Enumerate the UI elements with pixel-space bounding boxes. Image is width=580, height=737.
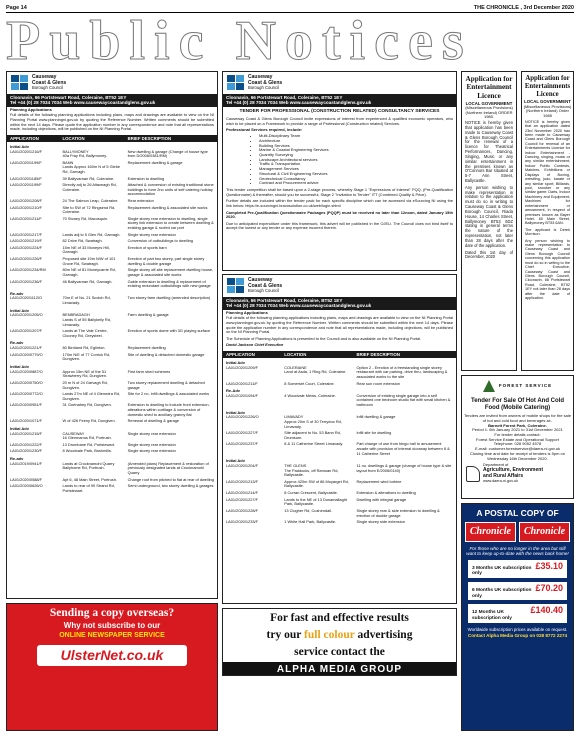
planning-applications-notice-2 — [222, 274, 457, 604]
table-row — [7, 381, 217, 390]
application-location: LIMAVADY Approx 20m S of 30 Terrydoo Rd, Limavady. — [284, 414, 342, 429]
table-header: APPLICATION LOCATION BRIEF DESCRIPTION — [7, 135, 217, 142]
application-location: BENBRADAGH Lands S of 55 Ballykelly Rd, Limavady. — [62, 312, 111, 327]
council-address-bar: Cloonavin, 66 Portstewart Road, Coleraine, BT52 1EY Tel +44 (0) 28 7034 7034 Web www.causewaycoastandglens.gov.uk — [223, 297, 456, 310]
council-logo: Causeway Coast & Glens Borough Council — [223, 72, 456, 94]
table-row — [7, 449, 217, 454]
licence-title: Application for Entertainment Licence — [465, 75, 513, 100]
application-description: Two storey replacement dwelling & detached garage — [127, 379, 205, 390]
section-label: Re-Adv — [226, 388, 241, 394]
page-number: Page 14 — [6, 5, 27, 11]
application-location: THE GLENS The Paddocks, off Ramoan Rd, Ballycastle. — [284, 463, 339, 478]
table-row — [223, 431, 456, 440]
table-row — [223, 491, 456, 496]
ad-subline: Why not subscribe to our — [63, 620, 161, 630]
application-number: LA01/2020/0588/F — [10, 476, 43, 482]
licence-provisions: (Miscellaneous Provisions) (Northern Ireland) ORDER 1985. — [465, 104, 513, 120]
tender-notice — [222, 71, 457, 271]
postal-copy-ad[interactable] — [461, 503, 574, 731]
application-description: Semi underground, two storey dwelling & garages — [127, 483, 214, 489]
application-number: LA01/2020/0772/O — [10, 391, 43, 397]
application-description: First farm shed schemes — [127, 368, 171, 374]
application-number: LA01/2020/1234/RM — [10, 267, 46, 273]
application-location: Lands 27m NE of 4 Glenedra Rd, Dungiven. — [62, 391, 121, 401]
table-row — [7, 177, 217, 182]
licence-body: NOTICE is hereby given that application has been made to Causeway Coast & Glens Borough Council for the renewal of a licence for Theatrical Performances, Dancing, Singing, Music or any similar entertainment in the premises known as O'Connors Bar situated at 5-7 Ann Street, Ballycastle. — [465, 120, 513, 183]
application-description: Dwelling with integral garage — [356, 496, 407, 502]
application-number: LA01/2020/1071/F — [10, 418, 43, 424]
table-row — [223, 464, 456, 478]
application-number: LA01/2020/1227/F — [226, 496, 259, 502]
tree-icon — [483, 380, 495, 392]
application-location: 13 Clogher Rd, Cushendall. — [284, 507, 333, 513]
licence-dept: LOCAL GOVERNMENT — [465, 100, 513, 106]
daera-logo: Department of Agriculture, Environment and Rural Affairs www.daera-ni.gov.uk — [462, 461, 573, 485]
forest-service-logo: FOREST SERVICE — [462, 376, 573, 396]
postal-contact: Contact Alpha Media Group on 028 8772 2274 — [467, 632, 568, 638]
application-location: COLERAINE Land at Asda, 1 Ring Rd, Coleraine. — [284, 364, 347, 375]
service-item: • Building Services — [259, 144, 453, 149]
application-location: 82 Drive Rd, Swatragh. — [62, 238, 103, 244]
application-description: Single storey rear extension — [127, 448, 176, 454]
section-label: Initial Adv — [10, 425, 29, 431]
application-location: Lands adj to 5 Glen Rd, Garvagh. — [62, 231, 121, 237]
application-number: LA01/2020/1233/F — [226, 519, 259, 525]
application-number: LA01/2020/1204/F — [226, 463, 259, 469]
notice-intro: Full details of the following planning applications including plans, maps and drawings are available to view on the NI Planning Portal www.planningni.gov.uk by quoting the Reference Number. Written comments should be submitted within the next 14 days. Please quote the application number in any correspondence and note that all representations made, including objections, will be published on the NI Planning Portal. — [10, 112, 214, 132]
application-description: Replacement dwelling & garage — [127, 159, 183, 165]
table-row — [7, 246, 217, 255]
application-location: 20 m N of 24 Garvagh Rd, Dungiven. — [62, 379, 108, 390]
table-row — [7, 443, 217, 448]
application-description: Part change of use from bingo hall to amusement arcade with provision of internal doorway between 8 & 11 Catherine Street — [356, 441, 450, 456]
application-description: Rear extension — [127, 197, 154, 203]
application-number: LA01/2020/0951/F — [10, 402, 43, 408]
table-row — [223, 382, 456, 387]
table-row — [7, 150, 217, 159]
application-description: Rear sun room extension — [356, 380, 400, 386]
ulsternet-ad[interactable] — [6, 603, 218, 731]
table-row — [7, 346, 217, 351]
tender-para-3: Completed Pre-Qualification Questionnaire Packages (PQQP) must be received no later than 12noon, dated January 15th 2020. — [226, 209, 453, 220]
chronicle-masthead-2: Chronicle — [519, 522, 570, 542]
table-row — [223, 415, 456, 429]
alpha-media-ad[interactable] — [222, 608, 457, 676]
forest-contact-label: For tender details contact: — [494, 432, 541, 438]
notice-note: The Schedule of Planning Applications is presented to the Council and is also available on the NI Planning Portal. — [226, 335, 422, 341]
application-location: 39 Ballyvarnan Rd, Coleraine. — [62, 175, 115, 181]
application-number: LA01/2019/0941/F — [10, 460, 43, 466]
ad-line-2: try our full colour advertising — [266, 628, 413, 641]
section-banner: Public Notices — [6, 14, 473, 68]
application-location: Approx 15m NE of the 51 Strawberry Rd, Dungiven. — [62, 368, 108, 379]
postal-title: A POSTAL COPY OF — [476, 508, 559, 518]
application-number: LA01/2020/1215/F — [10, 430, 43, 436]
section-label: Initial Adv — [226, 360, 245, 365]
application-description: New dwelling & garage (Change of house type from D/2006/0381/RM) — [127, 148, 208, 159]
applications-table — [7, 144, 217, 494]
application-location: Lands to rear of 90 Strand Rd, Portstewart. — [62, 483, 115, 493]
forest-email[interactable]: E-mail: customer.forestservice@daera-ni.gov.uk — [475, 446, 560, 452]
ad-line-3: service contact the — [294, 645, 385, 658]
application-location: 80m NE of 81 Moneycarrie Rd, Garvagh. — [62, 267, 116, 277]
application-location: 8 Somerset Court, Coleraine. — [284, 380, 335, 386]
application-number: LA01/2020/1236/F — [10, 278, 43, 284]
application-number: LA01/2020/0750/O — [10, 379, 43, 385]
table-row — [7, 419, 217, 424]
application-number: LA01/2020/1199/F — [10, 159, 42, 165]
application-number: LA01/2020/1213/F — [226, 478, 259, 484]
application-description: Single storey rear extension — [127, 231, 176, 237]
application-location: 31 Gortnahey Rd, Dungiven. — [62, 402, 112, 408]
postal-caption: For those who are no longer in the area but still want to keep up-to-date with the news back home! — [466, 545, 569, 557]
table-row — [7, 296, 217, 305]
forest-title: Tender For Sale Of Hot And Cold Food (Mobile Catering) — [471, 398, 564, 412]
table-row — [7, 432, 217, 441]
section-label: Re-adv — [10, 340, 24, 346]
table-row — [7, 462, 217, 476]
service-item: • Traffic & Transportation — [259, 162, 453, 167]
table-row — [223, 498, 456, 507]
forest-location: Barnett Forest Park, Coleraine. — [488, 422, 547, 428]
chronicle-masthead: Chronicle — [465, 522, 516, 542]
notice-intro: Full details of the following planning applications including plans, maps and drawings are available to view on the NI Planning Portal www.planningni.gov.uk by quoting the Reference Number. Written comments should be submitted within the next 14 days. Please quote the application number in any correspondence and note that all representations made, including objections, will be published on the NI Planning Portal. — [226, 315, 453, 335]
entertainment-licence-notice-2 — [521, 71, 574, 371]
tender-para-2: Further details are included within the tender pack for each specific discipline which can be accessed via eSourcing NI using the link below: https://e-sourcingni.bravosolution.co.uk/web/login.shtml — [226, 198, 453, 208]
council-logo: Causeway Coast & Glens Borough Council — [7, 72, 217, 94]
application-number: LA01/2020/1208/F — [10, 197, 43, 203]
application-number: LA01/2020/1205/O — [10, 312, 43, 318]
application-number: LA01/2020/0626/O — [10, 483, 43, 489]
application-description: 11 no. dwellings & garage (change of house type & site layout from E/2006/0140) — [356, 463, 452, 473]
council-emblem-icon — [227, 75, 245, 91]
council-emblem-icon — [227, 278, 245, 294]
ad-service: ONLINE NEWSPAPER SERVICE — [59, 632, 165, 640]
services-list — [223, 133, 456, 187]
ulsternet-logo[interactable]: UlsterNet.co.uk — [37, 645, 187, 666]
application-description: Replacement dwelling — [127, 345, 166, 351]
application-number: LA01/2020/1199/F — [10, 182, 42, 188]
application-number: LA01/2020/1226/F — [10, 256, 43, 262]
application-description: Single storey off-site replacement dwelling house, garage & associated site works — [127, 267, 214, 277]
application-location: 1 White Hall Park, Ballycastle. — [284, 519, 337, 525]
application-description: Conversion of existing single garage into a self contained one bedroom studio flat with small kitchen & bathroom — [356, 392, 451, 408]
application-description: Farm dwelling & garage — [127, 312, 169, 318]
application-description: Gable extension to dwelling & replacement of existing redundant outbuildings with new garage — [127, 278, 211, 289]
applications-table — [223, 360, 456, 525]
application-location: BALLYMONEY 40a Fray Rd, Ballymoney. — [62, 148, 107, 159]
table-row — [7, 268, 217, 277]
application-location: 8 & 11 Catherine Street Limavady. — [284, 441, 344, 447]
table-row — [223, 509, 456, 518]
forest-intro: Tenders are invited from owners of mobile shops for the sale of hot and cold food and beverages at:- — [464, 413, 571, 423]
ad-headline: Sending a copy overseas? — [49, 607, 175, 619]
section-label: Initial Adv — [226, 458, 245, 464]
application-number: LA01/2020/1112/O — [10, 295, 43, 301]
application-location: BANN Lands Approx 160m N of 5 Glebe Rd, Garvagh. — [62, 159, 121, 174]
application-number: LA01/2020/1221/F — [10, 345, 43, 351]
section-label: Initial Adv — [226, 409, 245, 415]
application-description: Site of dwelling & detached domestic garage — [127, 351, 205, 357]
application-number: LA01/2020/1216/F — [10, 148, 43, 154]
service-item: • Geotechnical Consultancy — [259, 177, 453, 182]
application-number: LA01/2020/1222/F — [10, 441, 43, 447]
harp-icon — [466, 466, 480, 482]
tender-para-4: Due to anticipated expenditure under this framework, this advert will be published in the OJEU. The Council does not bind itself to accept the lowest or any tender or any expense incurred therein. — [226, 220, 453, 231]
application-location: Lands to the NE of 13 Dunamallaght Park, Ballycastle. — [284, 496, 347, 507]
application-description: Replacement wind turbine — [356, 478, 402, 484]
application-location: Proposed site 19m N/W of 101 Grove Rd, Swatragh. — [62, 256, 116, 266]
application-number: LA01/2020/1224/F — [10, 244, 43, 250]
section-label: Initial Adv — [10, 307, 29, 313]
application-location: Apt 6, 48 Main Street, Portrush. — [62, 476, 117, 482]
table-row — [7, 257, 217, 266]
service-item: • Quantity Surveying — [259, 153, 453, 158]
table-row — [7, 206, 217, 215]
table-row — [223, 520, 456, 525]
section-label: Initial Adv — [10, 143, 29, 149]
planning-applications-notice — [6, 71, 218, 599]
page-header — [6, 3, 574, 13]
application-location: CAUSEWAY 16 Glenmanus Rd, Portrush. — [62, 430, 112, 441]
application-description: Single storey rear extension — [127, 430, 176, 436]
application-location: Lands at Crocknamohl Quarry Ballyhome Rd, Portrush. — [62, 460, 115, 471]
service-item: • Landscape Architectural services — [259, 158, 453, 163]
table-row — [7, 183, 217, 197]
section-label: Initial Adv — [10, 363, 29, 369]
application-number: LA01/2020/1217/F — [10, 231, 43, 237]
application-location: 70m E of No. 21 Scotch Rd, Limavady. — [62, 295, 111, 306]
application-description: Extension & alterations to dwelling — [356, 490, 416, 496]
application-location: 80 Birdland Rd, Eglinton. — [62, 345, 106, 351]
table-row — [7, 403, 217, 417]
application-description: Option 2 - Erection of a freestanding single storey restaurant with car parking, drive thru, landscaping & associated works to the site — [356, 364, 448, 379]
signature: David Jackson Chief Executive — [226, 342, 284, 348]
application-location: 24 The Salmon Leap, Coleraine. — [62, 197, 119, 203]
application-location: Approx 420m SW of 86 Moyarget Rd, Ballycastle. — [284, 478, 349, 489]
application-number: LA01/2020/1237/F — [226, 441, 259, 447]
table-header: APPLICATION LOCATION BRIEF DESCRIPTION — [223, 351, 456, 358]
application-description: Change roof from pitched to flat at rear of dwelling — [127, 476, 214, 482]
council-logo: Causeway Coast & Glens Borough Council — [223, 275, 456, 297]
table-row — [7, 478, 217, 483]
service-item: • Multi-Disciplinary Team — [259, 134, 453, 139]
application-location: 13 Drumbane Rd, Portstewart. — [62, 441, 116, 447]
table-row — [7, 233, 217, 238]
forest-period: Period 1: 6th January 2021 to 31st December 2021 — [472, 427, 563, 433]
table-row — [7, 239, 217, 244]
application-description: Site for 2 no. infill dwellings & associated works — [127, 391, 210, 397]
application-number: LA01/2020/1211/F — [226, 380, 258, 386]
application-location: 8 Curran Crescent, Ballycastle. — [284, 490, 338, 496]
application-description: Single storey rear & side extension to dwelling & erection of double garage — [356, 507, 440, 518]
subscription-3-months[interactable]: 3 Months UK subscription only £35.10 — [467, 559, 568, 579]
tender-title: TENDER FOR PROFESSIONAL (CONSTRUCTION RELATED) CONSULTANCY SERVICES — [239, 108, 440, 114]
application-description: Two storey farm dwelling (amended description) — [127, 295, 211, 301]
application-location: 170m N/E of 77 Corrick Rd, Dungiven. — [62, 351, 111, 362]
table-row — [7, 353, 217, 362]
application-description: Replacement dwelling & associated site works — [127, 204, 208, 210]
application-number: LA01/2020/0779/O — [10, 351, 43, 357]
application-description: Infill dwelling & garage — [356, 414, 396, 420]
service-item: • Contract and Procurement advice — [259, 181, 453, 186]
table-row — [7, 199, 217, 204]
application-number: LA01/2020/1227/F — [226, 430, 259, 436]
application-number: LA01/2020/1210/F — [10, 204, 43, 210]
table-row — [7, 392, 217, 401]
service-item: • Management Services — [259, 167, 453, 172]
application-description: Attached & conversion of existing traditional stone buildings to form 2no units of self catering holiday accommodation — [127, 182, 214, 197]
service-item: • Architecture — [259, 139, 453, 144]
council-address-bar: Cloonavin, 66 Portstewart Road, Coleraine, BT52 1EY Tel +44 (0) 28 7034 7034 Web www.causewaycoastandglens.gov.uk — [223, 94, 456, 107]
application-description: Single storey side extension — [356, 519, 405, 525]
table-row — [223, 442, 456, 456]
application-location: 46 Ballyvarnan Rd, Garvagh. — [62, 278, 113, 284]
application-number: LA01/2020/1207/F — [10, 328, 43, 334]
application-location: W of 426 Feeny Rd, Dungiven. — [62, 418, 116, 424]
licence-body-2: Any person wishing to make representation to Causeway Coast and Glens Borough Council concerning this application must do so in writing to the Chief Executive, Causeway Coast and Glens Borough Council, Cloonavin, 66 Portstewart Road, Coleraine, BT52 1EY not later than 28 days after the date of application. — [525, 238, 570, 301]
application-description: Single storey rear extension to dwelling, single storey link extension to create between dwelling & existing garage & roofed car port — [127, 215, 214, 231]
table-row — [7, 370, 217, 379]
application-location: Lands at The Vale Centre, Clooney Rd, Greysteel. — [62, 328, 108, 338]
licence-body: NOTICE is hereby given that an application dated 23rd November 2020 has been made to Causeway Coast and Glens Borough Council for renewal of an Entertainments Licence for Indoor Entertainment - Dancing, singing, music or any similar entertainment; Indoor Public Contests, Matches, Exhibitions or Displays of Boxing, wrestling, judo, karate or any similar sport; Billiards, pool, snooker or any similar game; Darts, Indoor Machinery and Equipment; Machines for entertainment or amusement, in respect of premises known as Bayer Hotel, 60 Main Street, Ballymoney BT53 6AN. — [525, 119, 571, 226]
application-number: LA01/2020/1094/F — [226, 392, 259, 398]
subscription-12-months[interactable]: 12 Months UK subscription only £140.40 — [467, 603, 568, 623]
application-number: LA01/2020/1185/F — [10, 175, 42, 181]
application-number: LA01/2020/1228/F — [226, 507, 259, 513]
application-location: Site to SW of 72 Ringsend Rd, Coleraine. — [62, 204, 116, 215]
application-number: LA01/2020/1209/F — [226, 364, 259, 370]
table-row — [7, 161, 217, 175]
application-description: Erection of part two storey, part single storey dwelling & double garage — [127, 256, 205, 266]
application-location: 8 Woodvale Park, Bushmills. — [62, 448, 112, 454]
application-description: Conversion of outbuildings to dwelling — [127, 238, 193, 244]
table-row — [7, 217, 217, 231]
tender-para-1: This tender competition shall be based upon a 2-stage process, whereby Stage 1 "Expressions of Interest" PQQ, (Pre-Qualification Questionnaire) & thereafter, should you be successful, Stage 2 "Invitation to Tender" ITT (Combined Quality & Price). — [226, 187, 453, 197]
application-number: LA01/2020/1230/F — [10, 448, 43, 454]
table-row — [223, 394, 456, 408]
application-number: LA01/2020/1211/F — [10, 215, 42, 221]
subscription-6-months[interactable]: 6 Months UK subscription only £70.20 — [467, 581, 568, 601]
tender-intro: Causeway Coast & Glens Borough Council invite expressions of interest from experienced & qualified economic operators, who wish to be placed on a Framework to provide a range of Professional (Construction related) Services. — [226, 116, 453, 126]
application-number: LA01/2020/1226/O — [226, 414, 259, 420]
postal-footer: Worldwide subscription prices available on request. — [467, 626, 568, 632]
entertainment-licence-notice-1 — [461, 71, 517, 371]
alpha-media-bar[interactable]: ALPHA MEDIA GROUP — [223, 662, 456, 676]
council-address-bar: Cloonavin, 66 Portstewart Road, Coleraine, BT52 1EY Tel +44 (0) 28 7034 7034 Web www.causewaycoastandglens.gov.uk — [7, 94, 217, 107]
table-row — [7, 329, 217, 338]
licence-title: Application for Entertainments Licence — [524, 75, 571, 98]
application-number: LA01/2020/0887/O — [10, 368, 43, 374]
services-label: Professional Services required, include: — [226, 127, 303, 133]
application-location: 4 Woodvale Mews, Coleraine. — [284, 392, 336, 398]
licence-provisions: (Miscellaneous Provisions) (Northern Ireland) Order 1985 — [523, 103, 572, 118]
mastheads — [462, 518, 573, 546]
table-row — [223, 366, 456, 380]
application-description: Erection of sports dome with 3G playing surface — [127, 328, 211, 334]
notice-title: Planning Applications — [10, 106, 52, 112]
application-description: Erection of sports barn — [127, 244, 167, 250]
notice-title: Planning Applications — [226, 309, 268, 315]
forest-tel: Telephone: 028 9052 4578 — [493, 441, 542, 447]
application-location: Site adjacent to No. 53 Bann Rd, Drumsurn. — [284, 430, 341, 440]
forest-closing: Closing time and date for receipt of tenders is 5pm on Wednesday 16th December 2020. — [470, 450, 565, 461]
application-number: LA01/2020/1219/F — [10, 238, 43, 244]
application-description: Infill site for dwelling — [356, 430, 392, 436]
table-row — [7, 484, 217, 493]
ad-line-1: For fast and effective results — [270, 612, 409, 624]
application-location: 70 Stoney Rd, Macosquin. — [62, 215, 109, 221]
licence-date: Dated this 1st day of December, 2020 — [465, 249, 513, 260]
service-item: • Structural & Civil Engineering Services — [259, 172, 453, 177]
table-row — [7, 280, 217, 289]
licence-body-2: Any person wishing to make representation in relation to the application must do so in writing to Causeway Coast & Glens Borough Council, Riada House, 14 Charles Street, Ballymoney BT53 6DZ stating in general terms the nature of the representation, not later than 28 days after the date of the application. — [465, 184, 513, 248]
application-number: LA01/2020/1214/F — [226, 490, 259, 496]
section-label: Re-adv — [10, 290, 24, 296]
forest-service-tender — [461, 375, 574, 499]
licence-applicant: The applicant is Derek Morrison. — [525, 227, 570, 237]
application-description: Extension to dwelling to include front extension, alterations within curtilage & conversion of domestic shed to ancillary granny flat — [127, 402, 210, 417]
section-label: Re-adv — [10, 455, 24, 461]
service-item: • Marine & Coastal Engineering Services — [259, 148, 453, 153]
paper-date: THE CHRONICLE , 3rd December 2020 — [473, 5, 574, 11]
council-emblem-icon — [11, 75, 29, 91]
table-row — [7, 313, 217, 327]
table-row — [223, 480, 456, 489]
application-description: Renewal of dwelling & garage — [127, 418, 180, 424]
application-description: Extension to dwelling — [127, 175, 165, 181]
application-location: 15m NE of 33 Moneyrs Hill, Garvagh. — [62, 244, 110, 255]
application-description: (Amended plans) Replacement & restoration of previously designated lands at Crocknamohl Quarry — [127, 460, 209, 475]
licence-dept: LOCAL GOVERNMENT — [524, 99, 571, 105]
application-location: Directly adj to 26 Altaveagh Rd, Coleraine. — [62, 182, 117, 192]
forest-contact: Forest Service Estate and Operational Support — [476, 436, 559, 442]
application-description: Single storey rear extension — [127, 441, 176, 447]
